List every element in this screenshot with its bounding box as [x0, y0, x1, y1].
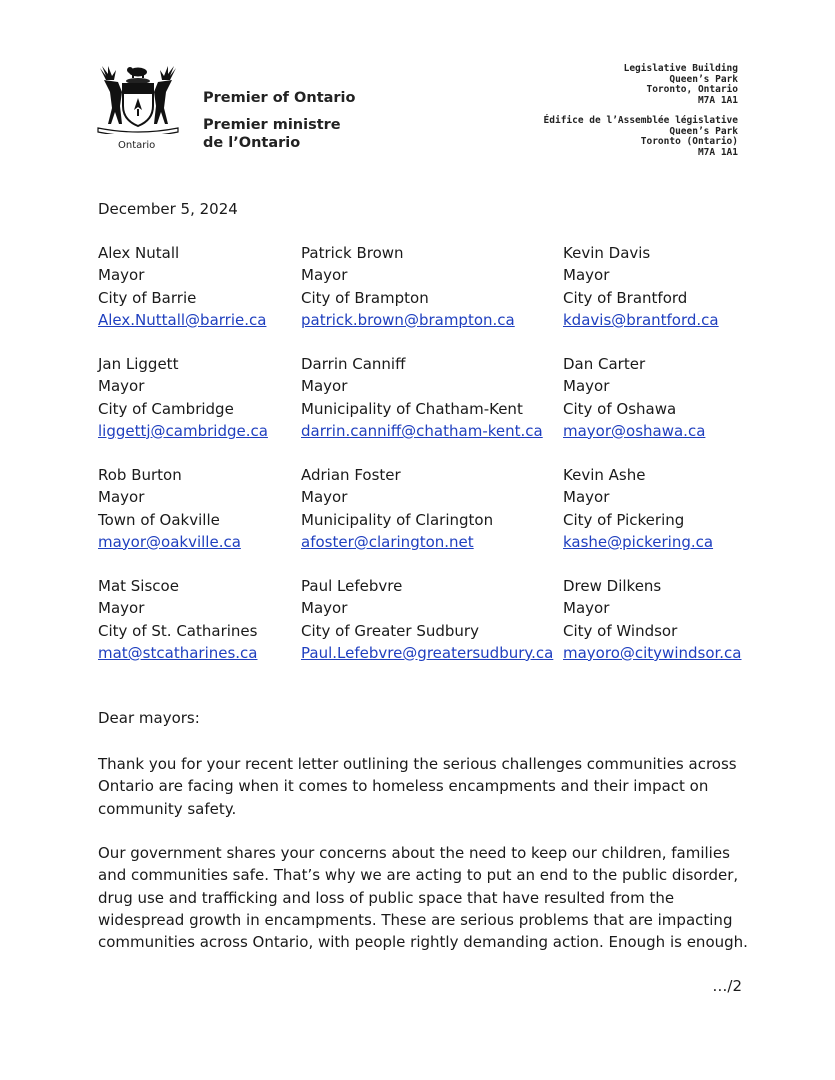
recipient-org: City of Barrie — [98, 288, 197, 307]
address-line: M7A 1A1 — [697, 94, 738, 106]
recipient-title: Mayor — [98, 488, 145, 507]
recipient-email-link[interactable]: Alex.Nuttall@barrie.ca — [98, 310, 267, 329]
recipient-row — [98, 464, 758, 575]
recipient-title: Mayor — [301, 488, 348, 507]
salutation: Dear mayors: — [98, 709, 200, 727]
recipient-name: Dan Carter — [563, 355, 646, 373]
recipient-list — [98, 242, 758, 686]
recipient-block — [301, 575, 553, 664]
coat-of-arms-icon — [92, 62, 184, 134]
recipient-row — [98, 353, 758, 464]
office-title — [203, 90, 356, 152]
recipient-block — [563, 575, 742, 664]
recipient-name: Jan Liggett — [98, 355, 179, 373]
address-line: Queen’s Park — [669, 73, 738, 85]
recipient-org: City of St. Catharines — [98, 621, 258, 640]
body-paragraph: Thank you for your recent letter outlining the serious challenges communities across Ontario are facing when it comes to homeless encampments and their impact on community safety. — [98, 755, 737, 818]
recipient-email-link[interactable]: mayoro@citywindsor.ca — [563, 643, 742, 662]
recipient-name: Paul Lefebvre — [301, 577, 403, 595]
recipient-org: City of Cambridge — [98, 399, 234, 418]
recipient-org: City of Pickering — [563, 510, 685, 529]
recipient-title: Mayor — [563, 599, 610, 618]
recipient-name: Kevin Davis — [563, 244, 651, 262]
address-line: Queen’s Park — [669, 125, 738, 137]
recipient-title: Mayor — [301, 599, 348, 618]
recipient-email-link[interactable]: mayor@oakville.ca — [98, 532, 241, 551]
recipient-email-link[interactable]: mat@stcatharines.ca — [98, 643, 258, 662]
recipient-email-link[interactable]: patrick.brown@brampton.ca — [301, 310, 515, 329]
address-line: Toronto (Ontario) — [640, 136, 738, 147]
recipient-row — [98, 242, 758, 353]
recipient-email-link[interactable]: kdavis@brantford.ca — [563, 310, 719, 329]
crest-label: Ontario — [118, 140, 156, 151]
recipient-email-link[interactable]: liggettj@cambridge.ca — [98, 421, 268, 440]
address-line: Édifice de l’Assemblée législative — [543, 115, 738, 126]
address-line: Toronto, Ontario — [646, 84, 738, 95]
recipient-block — [98, 353, 268, 442]
recipient-org: Municipality of Clarington — [301, 510, 494, 529]
recipient-block — [301, 353, 543, 442]
recipient-email-link[interactable]: afoster@clarington.net — [301, 532, 474, 551]
address-french — [544, 116, 738, 158]
recipient-name: Patrick Brown — [301, 244, 404, 262]
body-paragraph: Our government shares your concerns about the need to keep our children, families and communities safe. That’s why we are acting to put an end to the public disorder, drug use and trafficking and loss of public space that have resulted from the widespread growth in encampments. These are serious problems that are impacting communities across Ontario, with people rightly demanding action. Enough is enough. — [98, 844, 748, 952]
recipient-block — [98, 575, 258, 664]
recipient-name: Darrin Canniff — [301, 355, 406, 373]
recipient-block — [301, 242, 515, 331]
recipient-email-link[interactable]: Paul.Lefebvre@greatersudbury.ca — [301, 643, 554, 662]
recipient-block — [98, 464, 241, 553]
office-title-fr-line2: de l’Ontario — [203, 135, 301, 151]
address-english — [624, 64, 738, 106]
letter-date: December 5, 2024 — [98, 200, 238, 218]
recipient-org: City of Oshawa — [563, 399, 677, 418]
recipient-name: Alex Nutall — [98, 244, 180, 262]
recipient-title: Mayor — [98, 266, 145, 285]
recipient-name: Kevin Ashe — [563, 466, 646, 484]
office-title-en: Premier of Ontario — [203, 90, 356, 106]
recipient-title: Mayor — [98, 377, 145, 396]
address-line: M7A 1A1 — [697, 146, 738, 158]
recipient-title: Mayor — [563, 488, 610, 507]
recipient-org: Town of Oakville — [98, 510, 220, 529]
page-continuation-marker: …/2 — [712, 977, 742, 995]
recipient-email-link[interactable]: kashe@pickering.ca — [563, 532, 714, 551]
recipient-title: Mayor — [563, 377, 610, 396]
recipient-org: City of Brampton — [301, 288, 429, 307]
recipient-block — [563, 464, 713, 553]
recipient-org: City of Brantford — [563, 288, 688, 307]
recipient-block — [301, 464, 493, 553]
recipient-org: Municipality of Chatham-Kent — [301, 399, 523, 418]
recipient-org: City of Windsor — [563, 621, 678, 640]
recipient-title: Mayor — [301, 266, 348, 285]
recipient-title: Mayor — [563, 266, 610, 285]
recipient-email-link[interactable]: mayor@oshawa.ca — [563, 421, 706, 440]
recipient-title: Mayor — [301, 377, 348, 396]
recipient-email-link[interactable]: darrin.canniff@chatham-kent.ca — [301, 421, 543, 440]
address-line: Legislative Building — [623, 63, 738, 74]
recipient-name: Mat Siscoe — [98, 577, 179, 595]
recipient-block — [563, 353, 705, 442]
recipient-row — [98, 575, 758, 686]
recipient-title: Mayor — [98, 599, 145, 618]
office-title-fr-line1: Premier ministre — [203, 117, 341, 133]
recipient-name: Adrian Foster — [301, 466, 401, 484]
recipient-name: Drew Dilkens — [563, 577, 662, 595]
recipient-block — [563, 242, 719, 331]
recipient-org: City of Greater Sudbury — [301, 621, 479, 640]
recipient-block — [98, 242, 266, 331]
ontario-coat-of-arms — [92, 62, 184, 154]
recipient-name: Rob Burton — [98, 466, 182, 484]
